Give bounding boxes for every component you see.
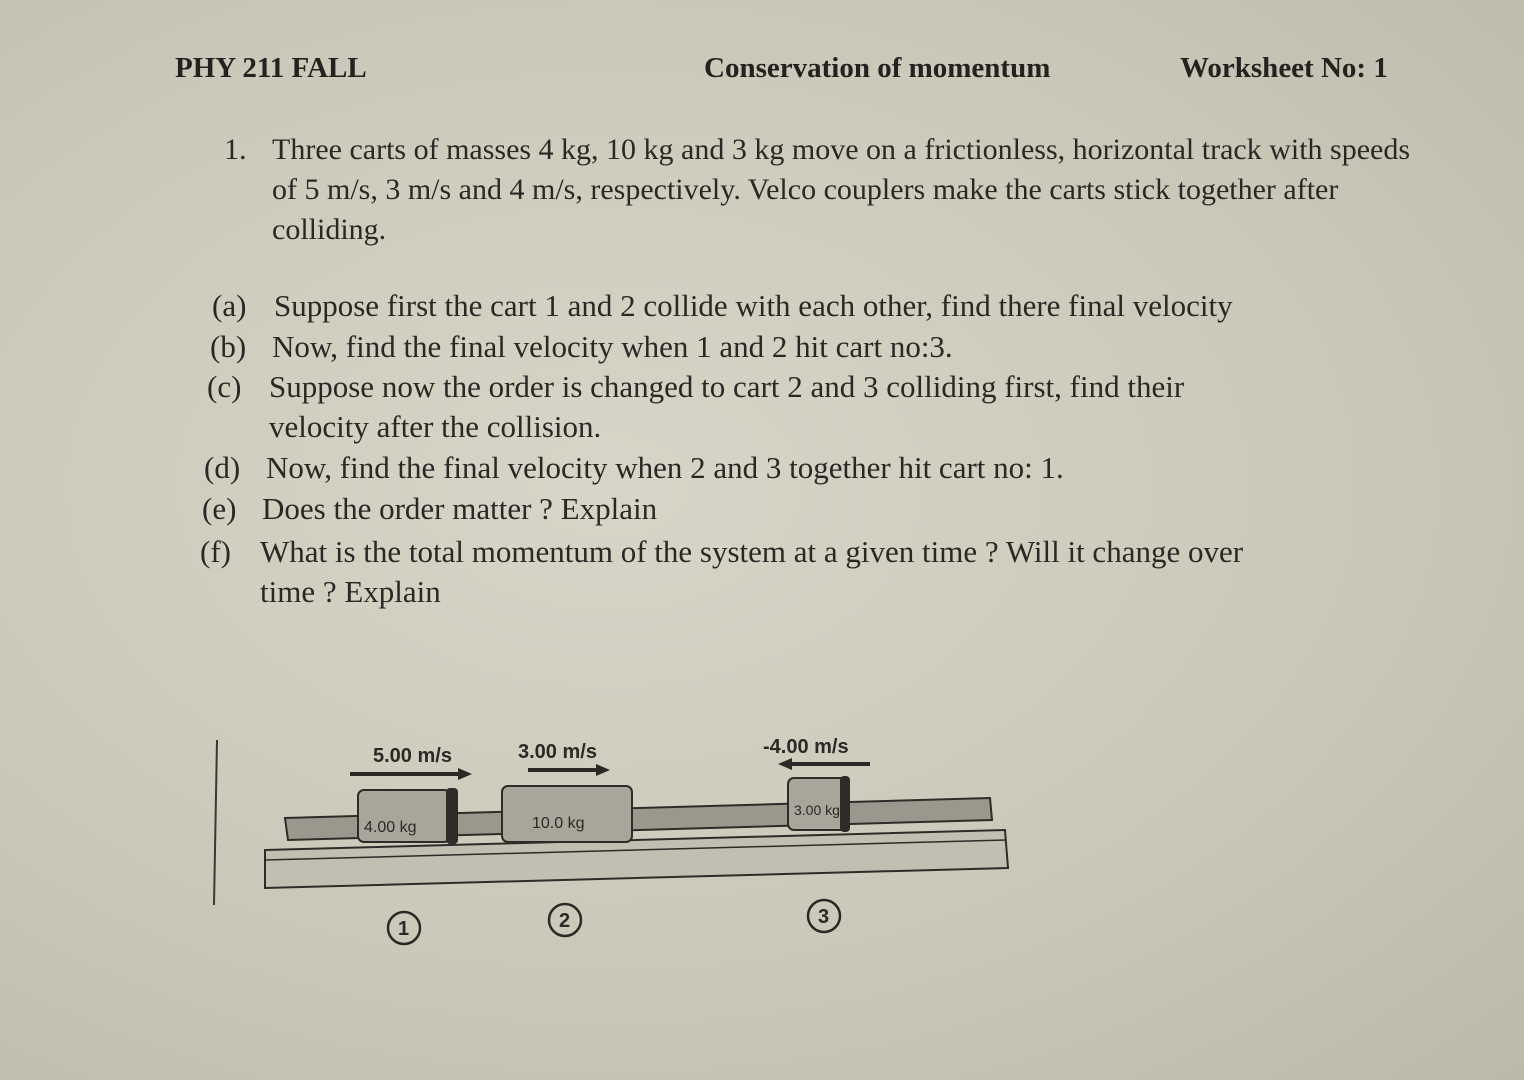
part-text: Suppose first the cart 1 and 2 collide with each other, find there final velocity [274,288,1233,323]
cart-2-mass: 10.0 kg [532,815,585,832]
speed-label-cart1: 5.00 m/s [373,745,452,767]
worksheet-number: Worksheet No: 1 [1180,52,1388,84]
worksheet-topic: Conservation of momentum [704,52,1051,84]
part-text: Suppose now the order is changed to cart 2 and 3 colliding first, find their [269,369,1185,404]
cart-1-coupler [446,788,458,844]
cart-3-mass: 3.00 kg [794,802,840,818]
arrowhead-left-icon [778,758,792,770]
question-text: Three carts of masses 4 kg, 10 kg and 3 kg move on a frictionless, horizontal track with speeds of 5 m/s, 3 m/s and 4 m/s, respectively. Velco couplers make the carts stick together after colliding. [272,133,1411,246]
cart-diagram [200,720,1100,980]
part-text-continued: time ? Explain [260,574,441,609]
part-label: (d) [204,450,241,485]
part-d [204,448,1064,488]
part-text: Now, find the final velocity when 2 and 3 together hit cart no: 1. [266,450,1064,485]
cart-number-3: 3 [818,906,830,928]
cart-1-mass: 4.00 kg [364,819,417,836]
question-number: 1. [224,133,247,166]
part-label: (f) [200,534,231,569]
cart-3-coupler [840,776,850,832]
cart-diagram-svg [200,720,1100,980]
part-text-continued: velocity after the collision. [269,409,602,444]
part-label: (a) [212,288,247,323]
part-f [200,532,1244,609]
speed-label-cart3: -4.00 m/s [763,736,849,758]
part-text: Does the order matter ? Explain [262,491,658,526]
cart-number-2: 2 [559,910,571,932]
part-label: (c) [207,369,242,404]
part-c [207,367,1185,444]
course-title: PHY 211 FALL [175,52,367,84]
part-label: (e) [202,491,237,526]
part-e [202,489,658,529]
wall-line [214,740,217,905]
arrowhead-right-icon [596,764,610,776]
part-a [212,286,1233,326]
arrowhead-right-icon [458,768,472,780]
part-label: (b) [210,329,247,364]
speed-label-cart2: 3.00 m/s [518,741,597,763]
part-b [210,327,953,367]
part-text: What is the total momentum of the system at a given time ? Will it change over [260,534,1244,569]
cart-2-body [502,786,632,842]
part-text: Now, find the final velocity when 1 and 2 hit cart no:3. [272,329,953,364]
cart-number-1: 1 [398,918,410,940]
